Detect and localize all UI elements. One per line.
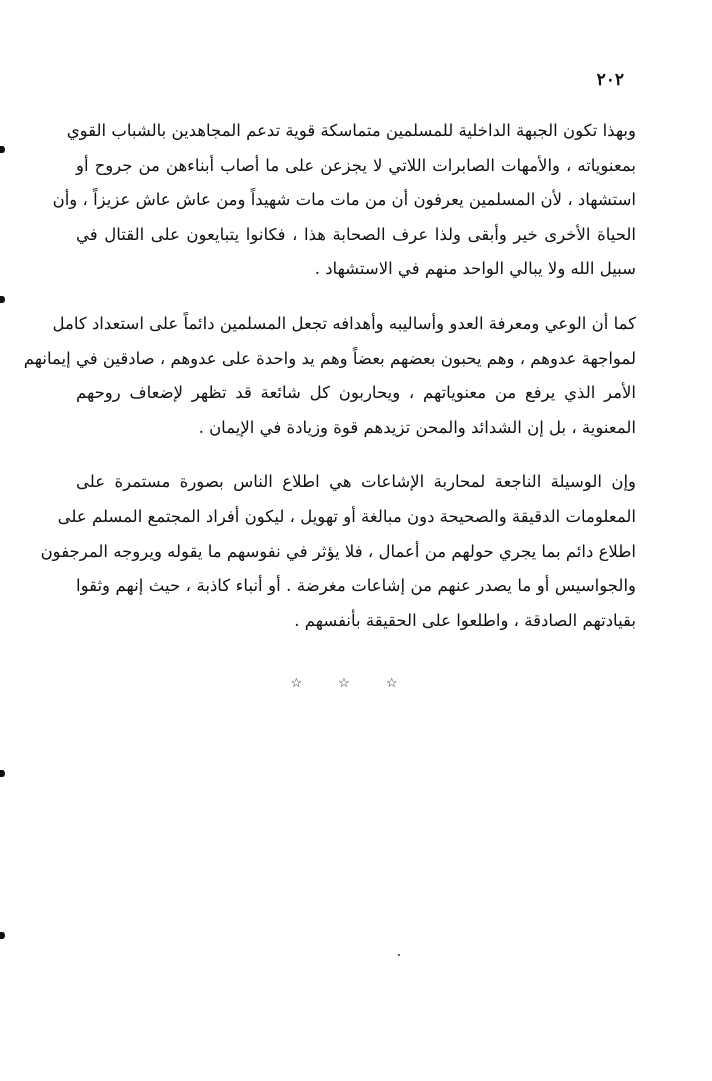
paragraph-2-line-1: كما أن الوعي ومعرفة العدو وأساليبه وأهدافه تجعل المسلمين دائماً على استعداد كامل: [52, 313, 636, 333]
section-divider: [0, 676, 712, 691]
paragraph-1-line-4: الحياة الأخرى خير وأبقى ولذا عرف الصحابة هذا ، فكانوا يتبايعون على القتال في: [76, 224, 636, 244]
star-icon: ☆: [338, 676, 374, 691]
paragraph-2-line-2: لمواجهة عدوهم ، وهم يحبون بعضهم بعضاً وهم يد واحدة على عدوهم ، صادقين في إيمانهم: [23, 348, 636, 368]
paragraph-2: [23, 307, 636, 445]
paragraph-1-line-2: بمعنوياته ، والأمهات الصابرات اللاتي لا يجزعن على ما أصاب أبناءهن من جروح أو: [76, 155, 636, 175]
paragraph-3-line-1: وإن الوسيلة الناجعة لمحاربة الإشاعات هي اطلاع الناس بصورة مستمرة على: [76, 472, 636, 492]
paragraph-3: [40, 465, 636, 638]
page-body: [23, 114, 636, 658]
paragraph-1-line-1: وبهذا تكون الجبهة الداخلية للمسلمين متماسكة قوية تدعم المجاهدين بالشباب القوي: [66, 121, 636, 140]
paragraph-2-line-3: الأمر الذي يرفع من معنوياتهم ، ويحاربون كل شائعة قد تظهر لإضعاف روحهم: [76, 383, 636, 403]
binding-mark: [0, 932, 5, 939]
star-icon: ☆: [385, 676, 422, 691]
paragraph-3-line-3: اطلاع دائم بما يجري حولهم من أعمال ، فلا يؤثر في نفوسهم ما يقوله ويروجه المرجفون: [40, 541, 636, 561]
paragraph-1-line-3: استشهاد ، لأن المسلمين يعرفون أن من مات مات شهيداً ومن عاش عاش عزيزاً ، وأن: [52, 190, 636, 210]
paragraph-3-line-4: والجواسيس أو ما يصدر عنهم من إشاعات مغرضة . أو أنباء كاذبة ، حيث إنهم وثقوا: [76, 576, 636, 596]
paragraph-1: [52, 114, 636, 287]
paragraph-1-line-5: سبيل الله ولا يبالي الواحد منهم في الاستشهاد .: [314, 259, 636, 279]
binding-mark: [0, 296, 5, 303]
paragraph-3-line-2: المعلومات الدقيقة والصحيحة دون مبالغة أو تهويل ، ليكون أفراد المجتمع المسلم على: [57, 506, 636, 526]
binding-mark: [0, 770, 5, 777]
star-icon: ☆: [290, 676, 327, 691]
paragraph-3-line-5: بقيادتهم الصادقة ، واطلعوا على الحقيقة بأنفسهم .: [294, 610, 636, 630]
paragraph-2-line-4: المعنوية ، بل إن الشدائد والمحن تزيدهم قوة وزيادة في الإيمان .: [198, 417, 636, 437]
scan-speck: [398, 954, 400, 956]
page-number: ٢٠٢: [596, 70, 624, 90]
binding-mark: [0, 146, 5, 153]
